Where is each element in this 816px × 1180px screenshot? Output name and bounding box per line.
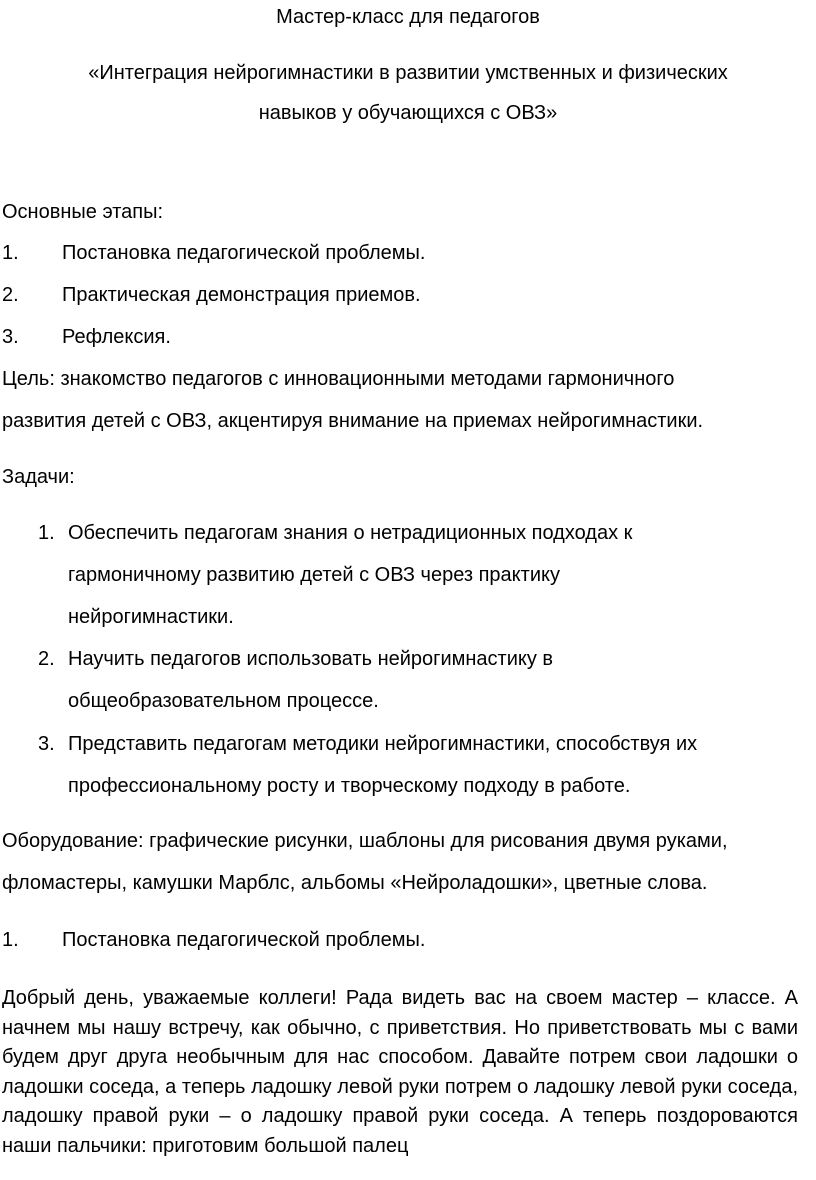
intro-paragraph: Добрый день, уважаемые коллеги! Рада видеть вас на своем мастер – классе. А начнем мы нашу встречу, как обычно, с приветствия. Но приветствовать мы с вами будем друг друга необычным для нас способом. Давайте потрем свои ладошки о ладошки соседа, а теперь ладошку левой руки потрем о ладошку левой руки соседа, ладошку правой руки – о ладошку правой руки соседа. А теперь поздороваются наши пальчики: приготовим большой палец xyxy=(2,987,798,1157)
stage-number: 1. xyxy=(2,242,19,264)
stages-heading: Основные этапы: xyxy=(2,201,164,223)
equipment-line-2: фломастеры, камушки Марблс, альбомы «Нейроладошки», цветные слова. xyxy=(2,872,708,894)
stage-number: 3. xyxy=(2,326,19,348)
task-text-line: нейрогимнастики. xyxy=(68,606,234,628)
document-title: Мастер-класс для педагогов xyxy=(276,6,540,28)
section-number: 1. xyxy=(2,929,19,951)
stage-text: Практическая демонстрация приемов. xyxy=(62,284,421,306)
task-number: 3. xyxy=(38,733,55,755)
goal-line-1: Цель: знакомство педагогов с инновационными методами гармоничного xyxy=(2,368,675,390)
task-text-line: общеобразовательном процессе. xyxy=(68,690,379,712)
stage-text: Рефлексия. xyxy=(62,326,171,348)
stage-text: Постановка педагогической проблемы. xyxy=(62,242,426,264)
task-text-line: Обеспечить педагогам знания о нетрадиционных подходах к xyxy=(68,522,633,544)
equipment-line-1: Оборудование: графические рисунки, шаблоны для рисования двумя руками, xyxy=(2,830,728,852)
section-title: Постановка педагогической проблемы. xyxy=(62,929,426,951)
document-subtitle-line-1: «Интеграция нейрогимнастики в развитии умственных и физических xyxy=(88,62,728,84)
document-subtitle-line-2: навыков у обучающихся с ОВЗ» xyxy=(258,102,558,124)
stage-number: 2. xyxy=(2,284,19,306)
task-text-line: профессиональному росту и творческому подходу в работе. xyxy=(68,775,631,797)
task-number: 2. xyxy=(38,648,55,670)
tasks-heading: Задачи: xyxy=(2,466,75,488)
task-text-line: Представить педагогам методики нейрогимнастики, способствуя их xyxy=(68,733,698,755)
task-text-line: гармоничному развитию детей с ОВЗ через практику xyxy=(68,564,560,586)
task-number: 1. xyxy=(38,522,55,544)
goal-line-2: развития детей с ОВЗ, акцентируя внимание на приемах нейрогимнастики. xyxy=(2,410,704,432)
task-text-line: Научить педагогов использовать нейрогимнастику в xyxy=(68,648,554,670)
